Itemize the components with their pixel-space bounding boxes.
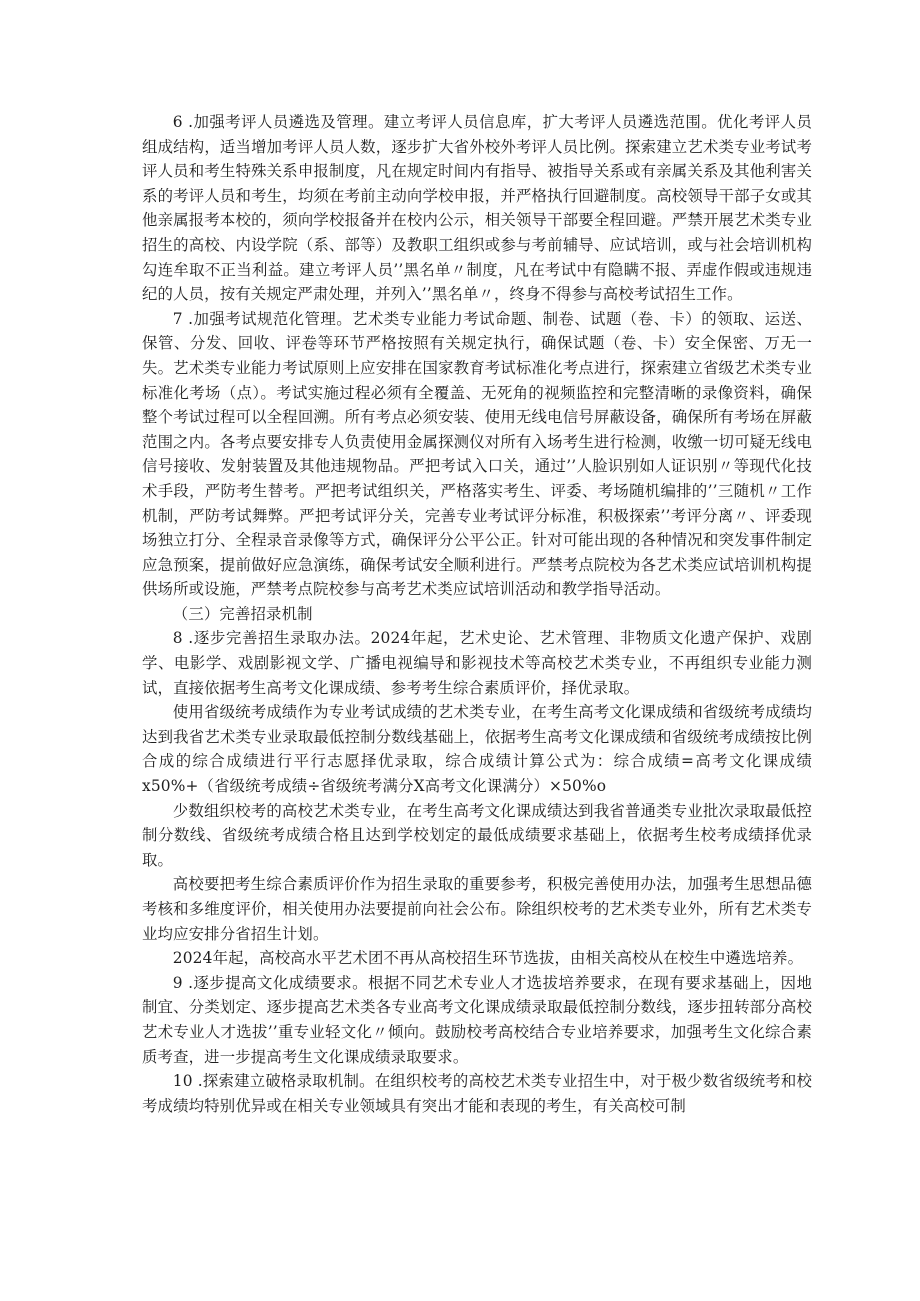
section-heading-admission-mechanism: （三）完善招录机制: [172, 604, 313, 623]
document-page: [142, 110, 812, 1118]
paragraph-9-culture-score-requirement: 9 .逐步提高文化成绩要求。根据不同艺术专业人才选拔培养要求，在现有要求基础上，因地制宜、分类划定、逐步提高艺术类各专业高考文化课成绩录取最低控制分数线，逐步扭转部分高校艺术专业人才选拔’’重专业轻文化〃倾向。鼓励校考高校结合专业培养要求，加强考生文化综合素质考查，进一步提高考生文化课成绩录取要求。: [142, 973, 812, 1066]
paragraph-7-exam-standardization: 7 .加强考试规范化管理。艺术类专业能力考试命题、制卷、试题（卷、卡）的领取、运送、保管、分发、回收、评卷等环节严格按照有关规定执行，确保试题（卷、卡）安全保密、万无一失。艺术类专业能力考试原则上应安排在国家教育考试标准化考点进行，探索建立省级艺术类专业标准化考场（点）。考试实施过程必须有全覆盖、无死角的视频监控和完整清晰的录像资料，确保整个考试过程可以全程回溯。所有考点必须安装、使用无线电信号屏蔽设备，确保所有考场在屏蔽范围之内。各考点要安排专人负责使用金属探测仪对所有入场考生进行检测，收缴一切可疑无线电信号接收、发射装置及其他违规物品。严把考试入口关，通过’’人脸识别如人证识别〃等现代化技术手段，严防考生替考。严把考试组织关，严格落实考生、评委、考场随机编排的’’三随机〃工作机制，严防考试舞弊。严把考试评分关，完善专业考试评分标准，积极探索’’考评分离〃、评委现场独立打分、全程录音录像等方式，确保评分公平公正。针对可能出现的各种情况和突发事件制定应急预案，提前做好应急演练，确保考试安全顺利进行。严禁考点院校为各艺术类应试培训机构提供场所或设施，严禁考点院校参与高考艺术类应试培训活动和教学指导活动。: [142, 309, 812, 599]
paragraph-8-admission-methods: 8 .逐步完善招生录取办法。2024年起，艺术史论、艺术管理、非物质文化遗产保护、戏剧学、电影学、戏剧影视文学、广播电视编导和影视技术等高校艺术类专业，不再组织专业能力测试，直接依据考生高考文化课成绩、参考考生综合素质评价，择优录取。: [142, 629, 812, 697]
paragraph-6-examiner-management: 6 .加强考评人员遴选及管理。建立考评人员信息库，扩大考评人员遴选范围。优化考评人员组成结构，适当增加考评人员人数，逐步扩大省外校外考评人员比例。探索建立艺术类专业考试考评人员和考生特殊关系申报制度，凡在规定时间内有指导、被指导关系或有亲属关系及其他利害关系的考评人员和考生，均须在考前主动向学校申报，并严格执行回避制度。高校领导干部子女或其他亲属报考本校的，须向学校报备并在校内公示，相关领导干部要全程回避。严禁开展艺术类专业招生的高校、内设学院（系、部等）及教职工组织或参与考前辅导、应试培训，或与社会培训机构勾连牟取不正当利益。建立考评人员’’黑名单〃制度，凡在考试中有隐瞒不报、弄虚作假或违规违纪的人员，按有关规定严肃处理，并列入’’黑名单〃，终身不得参与高校考试招生工作。: [142, 113, 812, 304]
paragraph-composite-score-formula: 使用省级统考成绩作为专业考试成绩的艺术类专业，在考生高考文化课成绩和省级统考成绩均达到我省艺术类专业录取最低控制分数线基础上，依据考生高考文化课成绩和省级统考成绩按比例合成的综合成绩进行平行志愿择优录取，综合成绩计算公式为：综合成绩=高考文化课成绩x50%+（省级统考成绩÷省级统考满分X高考文化课满分）×50%o: [142, 703, 812, 796]
paragraph-art-troupe: 2024年起，高校高水平艺术团不再从高校招生环节选拔，由相关高校从在校生中遴选培养。: [172, 949, 804, 968]
paragraph-10-exceptional-admission: 10 .探索建立破格录取机制。在组织校考的高校艺术类专业招生中，对于极少数省级统考和校考成绩均特别优异或在相关专业领域具有突出才能和表现的考生，有关高校可制: [142, 1072, 812, 1115]
paragraph-school-exam-admission: 少数组织校考的高校艺术类专业，在考生高考文化课成绩达到我省普通类专业批次录取最低控制分数线、省级统考成绩合格且达到学校划定的最低成绩要求基础上，依据考生校考成绩择优录取。: [142, 801, 812, 869]
paragraph-comprehensive-evaluation: 高校要把考生综合素质评价作为招生录取的重要参考，积极完善使用办法，加强考生思想品德考核和多维度评价，相关使用办法要提前向社会公布。除组织校考的艺术类专业外，所有艺术类专业均应安排分省招生计划。: [142, 875, 812, 943]
